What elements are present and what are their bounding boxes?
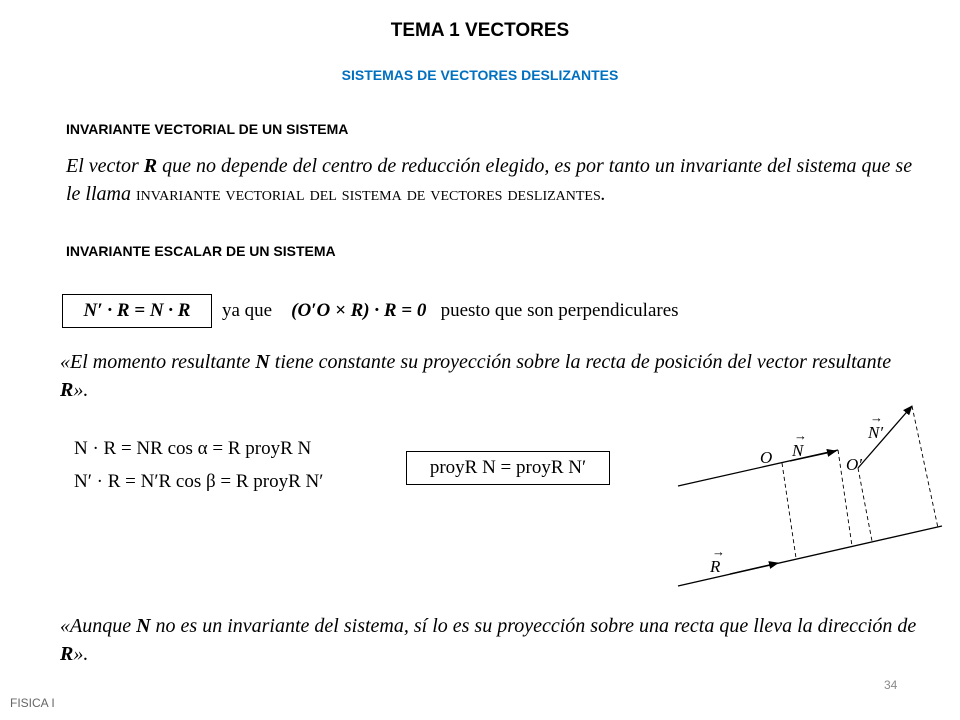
- label-o-prime: O′: [846, 455, 862, 474]
- symbol-n: N: [136, 615, 151, 637]
- quote-text: no es un invariante del sistema, sí lo es su proyección sobre una recta que lleva la dirección de: [150, 615, 917, 637]
- since-statement: [222, 300, 679, 322]
- symbol-r: R: [60, 379, 74, 401]
- label-o: O: [760, 448, 773, 467]
- page-title: TEMA 1 VECTORES: [390, 20, 570, 41]
- label-n-prime: N′: [868, 423, 884, 442]
- boxed-equation-invariant: N′ · R = N · R: [62, 294, 212, 328]
- symbol-r: R: [60, 643, 74, 665]
- since-text: ya que: [222, 300, 273, 321]
- footer-course: FISICA I: [10, 696, 55, 710]
- vector-arrow-icon: →: [712, 544, 725, 559]
- section-heading-scalar-invariant: INVARIANTE ESCALAR DE UN SISTEMA: [66, 243, 336, 259]
- quote-text: «Aunque: [60, 615, 137, 637]
- page-subtitle: SISTEMAS DE VECTORES DESLIZANTES: [341, 67, 619, 83]
- paragraph-end: .: [600, 183, 606, 205]
- quote-aunque: [60, 612, 920, 668]
- quote-text: «El momento resultante: [60, 351, 256, 373]
- r-arrow: [730, 563, 778, 574]
- paragraph-text: El vector: [66, 155, 144, 177]
- quote-text: tiene constante su proyección sobre la recta de posición del vector resultante: [269, 351, 892, 373]
- boxed-equation-projection: proyR N = proyR N′: [406, 451, 610, 485]
- vector-arrow-icon: →: [794, 428, 807, 443]
- quote-text: ».: [73, 643, 89, 665]
- symbol-n: N: [255, 351, 270, 373]
- label-r: R: [710, 557, 721, 576]
- n-prime-arrow: [858, 406, 912, 468]
- equation-n-prime-dot-r: N′ · R = N′R cos β = R proyR N′: [74, 471, 324, 492]
- quote-momento-resultante: [60, 348, 920, 404]
- page-number: 34: [884, 678, 898, 692]
- projection-diagram: [670, 398, 950, 588]
- section-heading-vector-invariant: INVARIANTE VECTORIAL DE UN SISTEMA: [66, 121, 349, 137]
- vector-arrow-icon: →: [870, 410, 883, 425]
- equation-n-dot-r: N · R = NR cos α = R proyR N: [74, 438, 312, 459]
- paragraph-text: que no depende del centro de reducción elegido, es por tanto un invariante del sistema que se le llama: [66, 155, 913, 205]
- since-expression: (O′O × R) · R = 0: [291, 300, 427, 321]
- label-n: N: [792, 441, 804, 460]
- vector-invariant-paragraph: [66, 152, 926, 208]
- since-reason: puesto que son perpendiculares: [440, 300, 679, 321]
- quote-text: ».: [73, 379, 89, 401]
- small-caps-term: invariante vectorial del sistema de vectores deslizantes: [136, 183, 601, 205]
- symbol-r: R: [143, 155, 158, 177]
